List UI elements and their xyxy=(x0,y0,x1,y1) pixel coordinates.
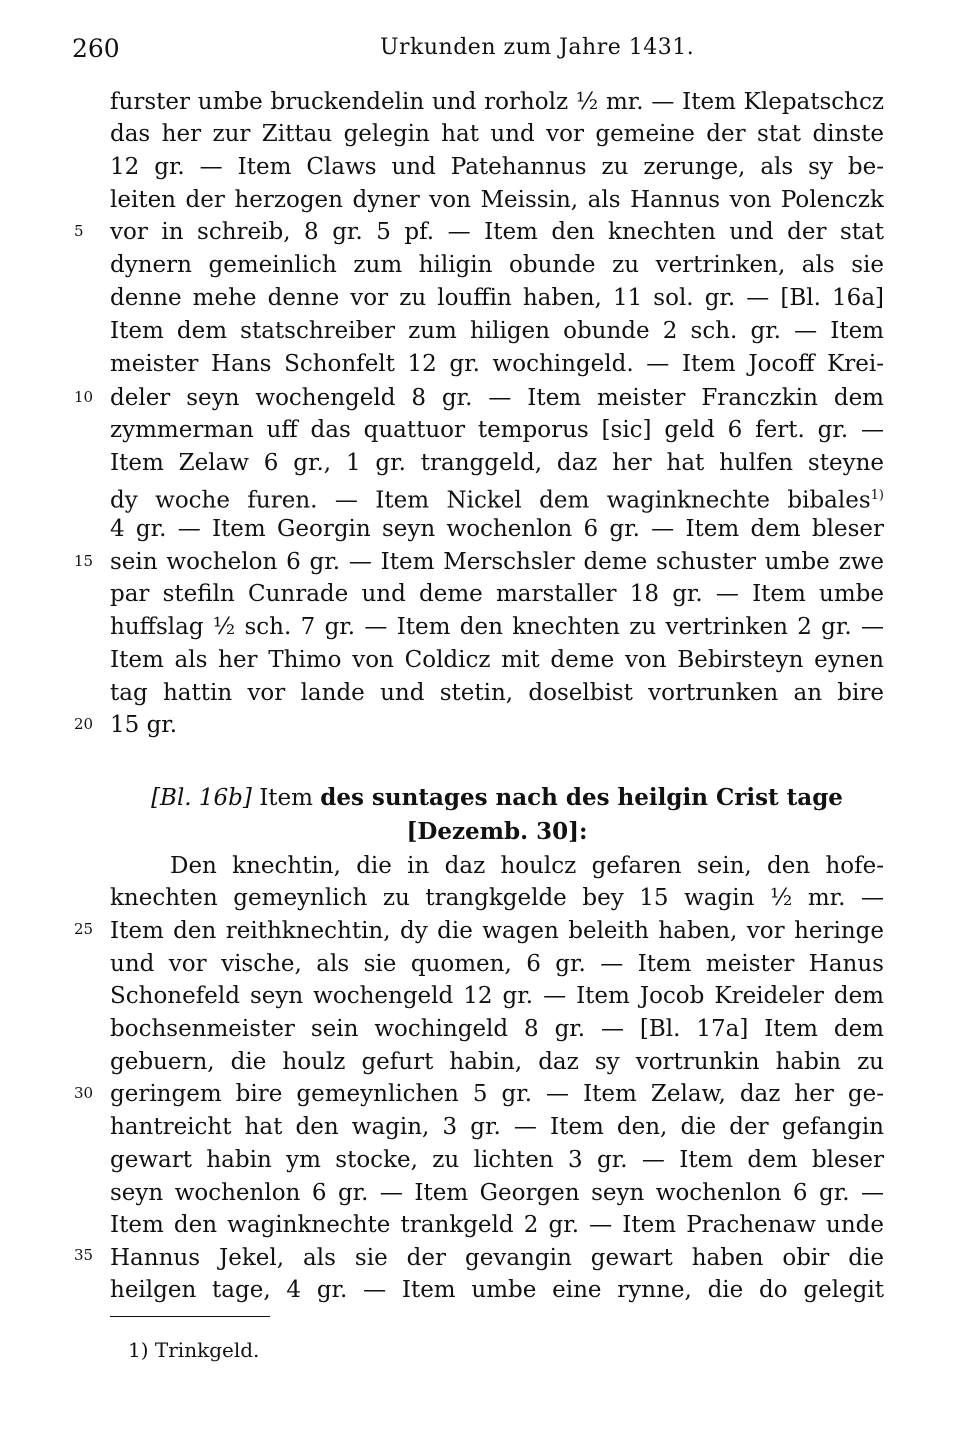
text-line: knechten gemeynlich zu trangkgelde bey 15 wagin ½ mr. — xyxy=(110,885,884,911)
line-number: 15 xyxy=(74,552,94,570)
page-number: 260 xyxy=(72,34,120,63)
text-line: furster umbe bruckendelin und rorholz ½ mr. — Item Klepatschcz xyxy=(110,89,884,115)
text-line: hantreicht hat den wagin, 3 gr. — Item den, die der gefangin xyxy=(110,1114,884,1140)
footnote-text: Trinkgeld. xyxy=(154,1338,260,1362)
text-line: gewart habin ym stocke, zu lichten 3 gr. — Item dem bleser xyxy=(110,1147,884,1173)
line-number: 20 xyxy=(74,715,94,733)
text-line: vor in schreib, 8 gr. 5 pf. — Item den knechten und der stat xyxy=(110,219,884,245)
text-line: Hannus Jekel, als sie der gevangin gewart haben obir die xyxy=(110,1245,884,1271)
footnote xyxy=(128,1338,259,1362)
text-line: 12 gr. — Item Claws und Patehannus zu zerunge, als sy be- xyxy=(110,154,884,180)
text-line: geringem bire gemeynlichen 5 gr. — Item Zelaw, daz her ge- xyxy=(110,1081,884,1107)
line-number: 25 xyxy=(74,920,94,938)
text-line: seyn wochenlon 6 gr. — Item Georgen seyn wochenlon 6 gr. — xyxy=(110,1180,884,1206)
text-line: Item dem statschreiber zum hiligen obunde 2 sch. gr. — Item xyxy=(110,318,884,344)
text-line: par stefiln Cunrade und deme marstaller 18 gr. — Item umbe xyxy=(110,581,884,607)
text-line: sein wochelon 6 gr. — Item Merschsler deme schuster umbe zwe xyxy=(110,549,884,575)
text-line: huffslag ½ sch. 7 gr. — Item den knechten zu vertrinken 2 gr. — xyxy=(110,614,884,640)
text-line: 15 gr. xyxy=(110,712,178,738)
text-line xyxy=(110,480,884,517)
folio-reference: [Bl. 16b] xyxy=(151,785,252,811)
text-line: Item den reithknechtin, dy die wagen beleith haben, vor heringe xyxy=(110,918,884,944)
text-line-content: dy woche furen. — Item Nickel dem waginknechte bibales xyxy=(110,487,871,514)
footnote-rule xyxy=(110,1316,270,1317)
text-line: heilgen tage, 4 gr. — Item umbe eine rynne, die do gelegit xyxy=(110,1277,884,1303)
text-line: denne mehe denne vor zu louffin haben, 11 sol. gr. — [Bl. 16a] xyxy=(110,285,884,311)
line-number: 35 xyxy=(74,1246,94,1264)
line-number: 30 xyxy=(74,1084,94,1102)
text-line: gebuern, die houlz gefurt habin, daz sy vortrunkin habin zu xyxy=(110,1049,884,1075)
running-title: Urkunden zum Jahre 1431. xyxy=(380,35,695,60)
heading-item-word: Item xyxy=(259,785,313,811)
text-line: Den knechtin, die in daz houlcz gefaren sein, den hofe- xyxy=(170,853,884,879)
section-heading xyxy=(110,782,884,814)
text-line: bochsenmeister sein wochingeld 8 gr. — [Bl. 17a] Item dem xyxy=(110,1016,884,1042)
text-line: Item Zelaw 6 gr., 1 gr. tranggeld, daz her hat hulfen steyne xyxy=(110,450,884,476)
text-line: das her zur Zittau gelegin hat und vor gemeine der stat dinste xyxy=(110,121,884,147)
footnote-marker: 1) xyxy=(870,488,884,503)
footnote-number: 1) xyxy=(128,1338,149,1362)
text-line: zymmerman uff das quattuor temporus [sic] geld 6 fert. gr. — xyxy=(110,417,884,443)
heading-title: des suntages nach des heilgin Crist tage xyxy=(320,784,843,811)
line-number: 5 xyxy=(74,222,84,240)
text-line: 4 gr. — Item Georgin seyn wochenlon 6 gr. — Item dem bleser xyxy=(110,516,884,542)
text-line: Item den waginknechte trankgeld 2 gr. — Item Prachenaw unde xyxy=(110,1212,884,1238)
text-line: Item als her Thimo von Coldicz mit deme von Bebirsteyn eynen xyxy=(110,647,884,673)
text-line: meister Hans Schonfelt 12 gr. wochingeld. — Item Jocoff Krei- xyxy=(110,351,884,377)
text-line: tag hattin vor lande und stetin, doselbist vortrunken an bire xyxy=(110,680,884,706)
heading-date: [Dezemb. 30]: xyxy=(406,818,588,845)
text-line: leiten der herzogen dyner von Meissin, als Hannus von Polenczk xyxy=(110,187,884,213)
text-line: dynern gemeinlich zum hiligin obunde zu vertrinken, als sie xyxy=(110,252,884,278)
text-line: deler seyn wochengeld 8 gr. — Item meister Franczkin dem xyxy=(110,385,884,411)
line-number: 10 xyxy=(74,388,94,406)
text-line: Schonefeld seyn wochengeld 12 gr. — Item Jocob Kreideler dem xyxy=(110,983,884,1009)
text-line: und vor vische, als sie quomen, 6 gr. — Item meister Hanus xyxy=(110,951,884,977)
